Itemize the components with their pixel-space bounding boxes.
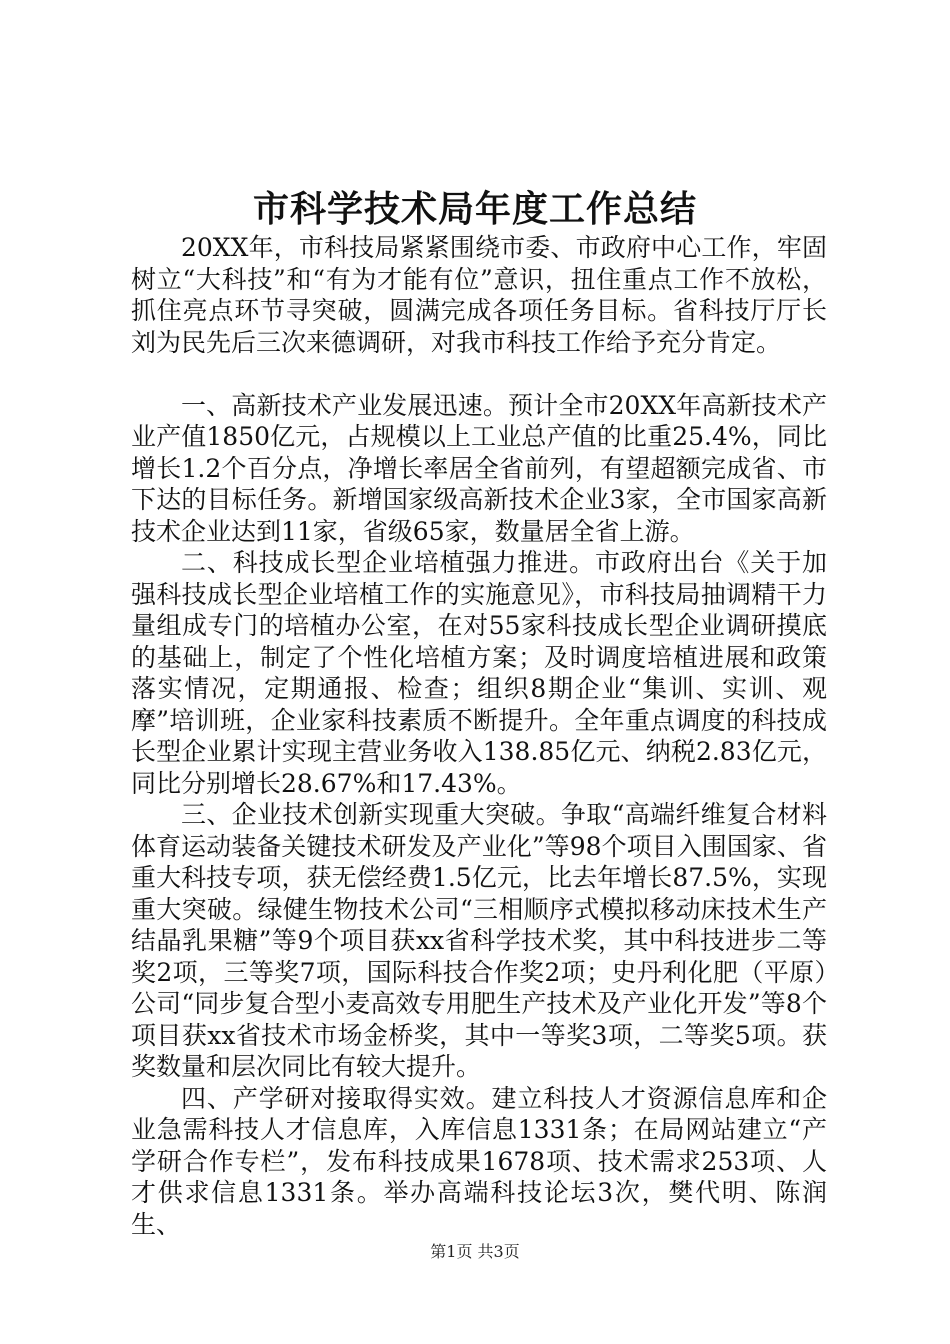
page-number-footer: 第1页 共3页 bbox=[430, 1242, 520, 1261]
paragraph-intro: 20XX年，市科技局紧紧围绕市委、市政府中心工作，牢固树立“大科技”和“有为才能有位”意识，扭住重点工作不放松，抓住亮点环节寻突破，圆满完成各项任务目标。省科技厅厅长刘为民先后三次来德调研，对我市科技工作给予充分肯定。 bbox=[131, 233, 827, 357]
paragraph-section-1: 一、高新技术产业发展迅速。预计全市20XX年高新技术产业产值1850亿元，占规模以上工业总产值的比重25.4%，同比增长1.2个百分点，净增长率居全省前列，有望超额完成省、市下达的目标任务。新增国家级高新技术企业3家，全市国家高新技术企业达到11家，省级65家，数量居全省上游。 bbox=[131, 390, 827, 546]
document-title: 市科学技术局年度工作总结 bbox=[252, 188, 697, 230]
document-body bbox=[131, 232, 827, 1240]
paragraph-section-3: 三、企业技术创新实现重大突破。争取“高端纤维复合材料体育运动装备关键技术研发及产业化”等98个项目入围国家、省重大科技专项，获无偿经费1.5亿元，比去年增长87.5%，实现重大突破。绿健生物技术公司“三相顺序式模拟移动床技术生产结晶乳果糖”等9个项目获xx省科学技术奖，其中科技进步二等奖2项，三等奖7项，国际科技合作奖2项；史丹利化肥（平原）公司“同步复合型小麦高效专用肥生产技术及产业化开发”等8个项目获xx省技术市场金桥奖，其中一等奖3项，二等奖5项。获奖数量和层次同比有较大提升。 bbox=[131, 800, 827, 1081]
paragraph-section-2: 二、科技成长型企业培植强力推进。市政府出台《关于加强科技成长型企业培植工作的实施意见》，市科技局抽调精干力量组成专门的培植办公室，在对55家科技成长型企业调研摸底的基础上，制定了个性化培植方案；及时调度培植进展和政策落实情况，定期通报、检查；组织8期企业“集训、实训、观摩”培训班，企业家科技素质不断提升。全年重点调度的科技成长型企业累计实现主营业务收入138.85亿元、纳税2.83亿元，同比分别增长28.67%和17.43%。 bbox=[131, 548, 827, 798]
paragraph-section-4: 四、产学研对接取得实效。建立科技人才资源信息库和企业急需科技人才信息库，入库信息1331条；在局网站建立“产学研合作专栏”，发布科技成果1678项、技术需求253项、人才供求信息1331条。举办高端科技论坛3次，樊代明、陈润生、 bbox=[131, 1083, 827, 1239]
